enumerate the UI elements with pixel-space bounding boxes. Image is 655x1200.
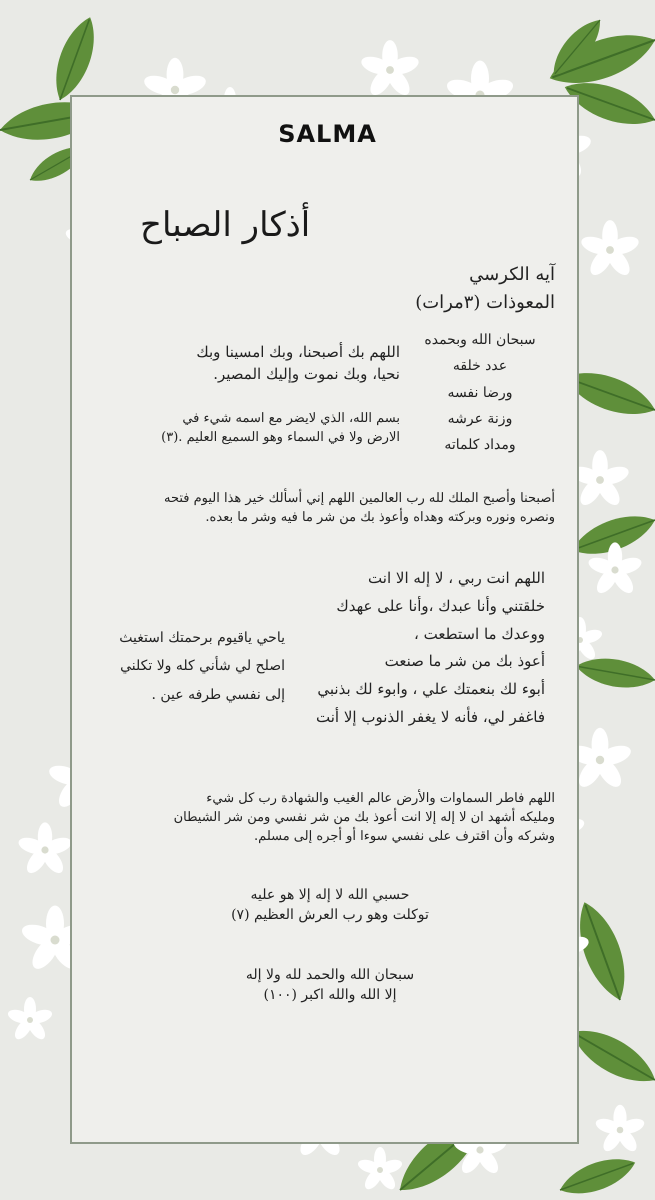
dua-line: الارض ولا في السماء وهو السميع العليم .(٣) — [161, 429, 400, 445]
dua-tahlil — [180, 965, 480, 1006]
dua-line: وشركه وأن اقترف على نفسي سوءا أو أجره إلى مسلم. — [254, 828, 555, 844]
dua-ya-hayy — [100, 628, 285, 705]
tasbih-line: عدد خلقه — [452, 358, 508, 375]
tasbih-line: وزنة عرشه — [447, 410, 513, 427]
dua-line: أعوذ بك من شر ما صنعت — [384, 652, 545, 671]
dua-line: نحيا، وبك نموت وإليك المصير. — [213, 364, 400, 383]
dua-line: ونصره ونوره وبركته وهداه وأعوذ بك من شر ما فيه وشر ما بعده. — [205, 509, 555, 525]
dua-line: إلى نفسي طرفه عين . — [151, 686, 285, 703]
dua-line: ياحي ياقيوم برحمتك استغيث — [119, 630, 285, 646]
tasbih-line: ومداد كلماته — [444, 437, 516, 454]
dua-line: اللهم فاطر السماوات والأرض عالم الغيب والشهادة رب كل شيء — [206, 791, 555, 806]
muawwidhat: المعوذات (٣مرات) — [415, 292, 555, 313]
dua-line: بسم الله، الذي لايضر مع اسمه شيء في — [182, 411, 400, 426]
dua-line: اللهم انت ربي ، لا إله الا انت — [368, 569, 545, 587]
dua-line: إلا الله والله اكبر (١٠٠) — [263, 987, 397, 1004]
dua-bismillah — [95, 410, 400, 448]
page-heading: أذكار الصباح — [140, 205, 311, 245]
dua-line: أبوء لك بنعمتك علي ، وابوء لك بذنبي — [317, 680, 545, 698]
dua-line: اصلح لي شأني كله ولا تكلني — [120, 658, 285, 675]
ayat-kursi: آيه الكرسي — [469, 264, 555, 285]
dua-hasbiya — [180, 885, 480, 926]
dua-line: ووعدك ما استطعت ، — [414, 624, 545, 643]
dua-line: فاغفر لي، فأنه لا يغفر الذنوب إلا أنت — [316, 707, 545, 726]
dua-line: اللهم بك أصبحنا، وبك امسينا وبك — [196, 343, 400, 361]
dua-line: ومليكه أشهد ان لا إله إلا انت أعوذ بك من شر نفسي ومن شر الشيطان — [173, 809, 555, 825]
dua-line: سبحان الله والحمد لله ولا إله — [245, 967, 415, 983]
tasbih-line: سبحان الله وبحمده — [424, 332, 536, 348]
dua-asbahna — [95, 342, 400, 386]
dua-line: توكلت وهو رب العرش العظيم (٧) — [231, 907, 429, 924]
tasbih-line: ورضا نفسه — [447, 384, 513, 401]
dua-line: خلقتني وأنا عبدك ،وأنا على عهدك — [336, 596, 545, 615]
sayyid-istighfar — [280, 568, 545, 729]
dua-fatir — [90, 790, 555, 847]
tasbih-block — [405, 330, 555, 455]
dua-mulk — [90, 490, 555, 528]
dua-line: أصبحنا وأصبح الملك لله رب العالمين اللهم إني أسألك خير هذا اليوم فتحه — [163, 491, 555, 506]
brand-title: SALMA — [278, 120, 377, 148]
dua-line: حسبي الله لا إله إلا هو عليه — [250, 887, 410, 903]
